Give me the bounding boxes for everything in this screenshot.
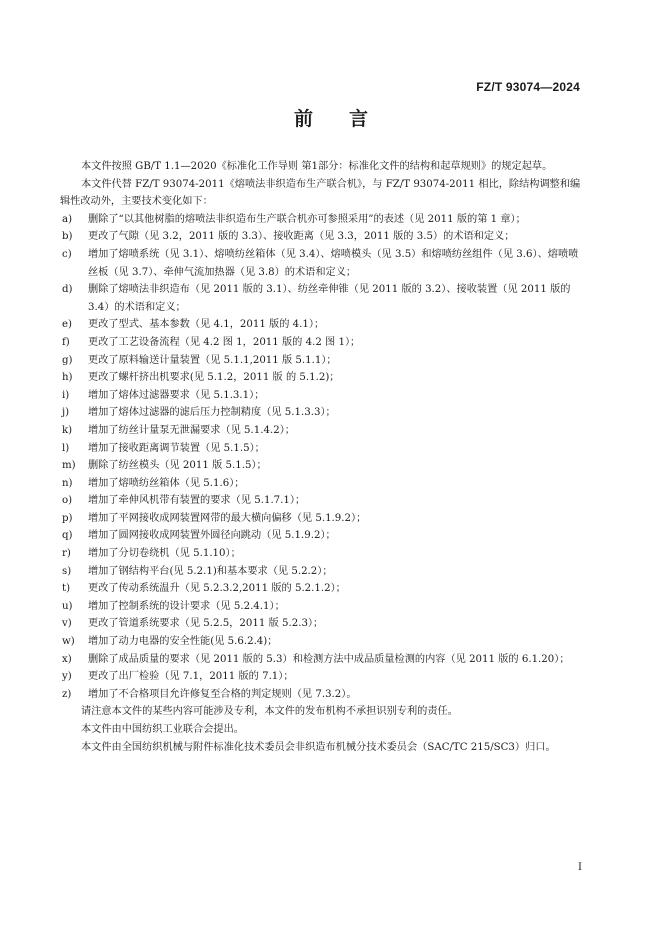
closing-paragraph: 请注意本文件的某些内容可能涉及专利，本文件的发布机构不承担识别专利的责任。 bbox=[81, 706, 458, 718]
change-item-text: 增加了熔喷系统（见 3.1）、熔喷纺丝箱体（见 3.4）、熔喷模头（见 3.5）和熔喷纺丝组件（见 3.6）、熔喷喷丝板（见 3.7）、牵伸气流加热器（见 3.8）的术语和定义； bbox=[88, 248, 579, 278]
change-list-item bbox=[60, 527, 584, 545]
change-list-item bbox=[60, 668, 584, 686]
change-item-text: 更改了出厂检验（见 7.1，2011 版的 7.1）； bbox=[88, 671, 294, 683]
change-list-item bbox=[60, 387, 584, 405]
change-list-item bbox=[60, 369, 584, 387]
change-item-label: j) bbox=[62, 407, 70, 419]
change-item-label: r) bbox=[62, 548, 71, 560]
change-item-label: f) bbox=[62, 336, 70, 348]
change-item-text: 删除了纺丝模头（见 2011 版 5.1.5）； bbox=[88, 460, 267, 472]
change-item-label: y) bbox=[62, 671, 72, 683]
change-list-item bbox=[60, 475, 584, 493]
change-item-label: g) bbox=[62, 354, 73, 366]
change-item-text: 增加了熔体过滤器要求（见 5.1.3.1）； bbox=[88, 389, 265, 401]
change-item-label: o) bbox=[62, 495, 73, 507]
change-list-item bbox=[60, 686, 584, 704]
change-list-item bbox=[60, 633, 584, 651]
change-list-item bbox=[60, 316, 584, 334]
change-item-text: 删除了“以其他树脂的熔喷法非织造布生产联合机亦可参照采用”的表述（见 2011 版的第 1 章）； bbox=[88, 213, 526, 225]
change-item-text: 删除了成品质量的要求（见 2011 版的 5.3）和检测方法中成品质量检测的内容（见 2011 版的 6.1.20）； bbox=[88, 653, 570, 665]
change-list-item bbox=[60, 440, 584, 458]
change-item-label: l) bbox=[62, 442, 70, 454]
change-item-text: 增加了分切卷绕机（见 5.1.10）； bbox=[88, 548, 241, 560]
change-list-item bbox=[60, 563, 584, 581]
change-item-text: 删除了熔喷法非织造布（见 2011 版的 3.1）、纺丝牵伸锥（见 2011 版的 3.2）、接收装置（见 2011 版的 3.4）的术语和定义； bbox=[88, 284, 571, 313]
change-item-label: h) bbox=[62, 372, 73, 384]
change-item-label: q) bbox=[62, 530, 73, 542]
change-item-text: 增加了平网接收成网装置网带的最大横向偏移（见 5.1.9.2）； bbox=[88, 512, 367, 524]
change-item-text: 更改了气隙（见 3.2，2011 版的 3.3）、接收距离（见 3.3，2011 版的 3.5）的术语和定义； bbox=[88, 231, 515, 243]
intro-paragraph: 本文件按照 GB/T 1.1—2020《标准化工作导则 第1部分：标准化文件的结构和起草规则》的规定起草。 bbox=[81, 161, 553, 172]
change-item-label: a) bbox=[62, 213, 73, 225]
change-item-text: 增加了纺丝计量泵无泄漏要求（见 5.1.4.2）； bbox=[88, 424, 295, 436]
change-item-text: 更改了工艺设备流程（见 4.2 图 1，2011 版的 4.2 图 1）； bbox=[88, 336, 361, 348]
change-item-text: 增加了动力电器的安全性能(见 5.6.2.4)； bbox=[88, 636, 278, 648]
change-item-text: 增加了钢结构平台(见 5.2.1)和基本要求（见 5.2.2）； bbox=[88, 565, 333, 577]
change-item-label: v) bbox=[62, 618, 72, 630]
change-item-label: n) bbox=[62, 477, 73, 489]
change-list-item bbox=[60, 457, 584, 475]
change-list-item bbox=[60, 422, 584, 440]
change-list-item bbox=[60, 281, 584, 316]
standard-number: FZ/T 93074—2024 bbox=[476, 80, 580, 94]
change-item-text: 增加了熔体过滤器的滤后压力控制精度（见 5.1.3.3）； bbox=[88, 407, 336, 419]
change-list-item bbox=[60, 404, 584, 422]
change-item-text: 增加了牵伸风机带有装置的要求（见 5.1.7.1）； bbox=[88, 495, 306, 507]
page-number: I bbox=[578, 862, 582, 873]
change-item-label: p) bbox=[62, 512, 73, 524]
change-item-text: 增加了熔喷纺丝箱体（见 5.1.6）； bbox=[88, 477, 245, 489]
change-list-item bbox=[60, 510, 584, 528]
change-list-item bbox=[60, 651, 584, 669]
change-item-text: 更改了原料输送计量装置（见 5.1.1,2011 版 5.1.1）； bbox=[88, 354, 337, 366]
change-list-item bbox=[60, 615, 584, 633]
change-item-label: s) bbox=[62, 565, 72, 577]
change-list-item bbox=[60, 598, 584, 616]
change-item-label: z) bbox=[62, 688, 72, 700]
change-item-label: i) bbox=[62, 389, 70, 401]
change-list-item bbox=[60, 545, 584, 563]
change-list-item bbox=[60, 334, 584, 352]
change-list-item bbox=[60, 352, 584, 370]
change-list-item bbox=[60, 492, 584, 510]
change-item-text: 更改了螺杆挤出机要求(见 5.1.2，2011 版 的 5.1.2)； bbox=[88, 372, 340, 384]
change-item-label: m) bbox=[62, 460, 76, 472]
foreword-body bbox=[60, 158, 584, 756]
change-item-label: x) bbox=[62, 653, 72, 665]
closing-paragraph: 本文件由全国纺织机械与附件标准化技术委员会非织造布机械分技术委员会（SAC/TC 215/SC3）归口。 bbox=[81, 741, 556, 753]
change-item-text: 增加了圆网接收成网装置外圆径向跳动（见 5.1.9.2）； bbox=[88, 530, 336, 542]
technical-changes-list bbox=[60, 211, 584, 704]
change-list-item bbox=[60, 211, 584, 229]
change-item-label: c) bbox=[62, 248, 72, 260]
change-item-label: k) bbox=[62, 424, 73, 436]
change-item-label: t) bbox=[62, 583, 71, 595]
change-list-item bbox=[60, 228, 584, 246]
change-item-text: 更改了传动系统温升（见 5.2.3.2,2011 版的 5.2.1.2）； bbox=[88, 583, 346, 595]
change-list-item bbox=[60, 580, 584, 598]
change-item-text: 增加了控制系统的设计要求（见 5.2.4.1）； bbox=[88, 600, 285, 612]
page-title: 前言 bbox=[293, 108, 404, 130]
change-item-text: 增加了接收距离调节装置（见 5.1.5）； bbox=[88, 442, 265, 454]
change-item-label: d) bbox=[62, 284, 73, 296]
change-item-text: 更改了型式、基本参数（见 4.1，2011 版的 4.1）； bbox=[88, 319, 325, 331]
change-item-label: b) bbox=[62, 231, 73, 243]
change-item-text: 增加了不合格项目允许修复至合格的判定规则（见 7.3.2）。 bbox=[88, 688, 357, 700]
change-list-item bbox=[60, 246, 584, 281]
change-item-label: e) bbox=[62, 319, 73, 331]
change-item-label: u) bbox=[62, 600, 73, 612]
closing-paragraph: 本文件由中国纺织工业联合会提出。 bbox=[81, 724, 244, 735]
change-item-label: w) bbox=[62, 636, 75, 648]
intro-paragraph: 本文件代替 FZ/T 93074-2011《熔喷法非织造布生产联合机》，与 FZ/T 93074-2011 相比，除结构调整和编辑性改动外，主要技术变化如下： bbox=[60, 178, 581, 208]
change-item-text: 更改了管道系统要求（见 5.2.5，2011 版 5.2.3）； bbox=[88, 618, 324, 630]
